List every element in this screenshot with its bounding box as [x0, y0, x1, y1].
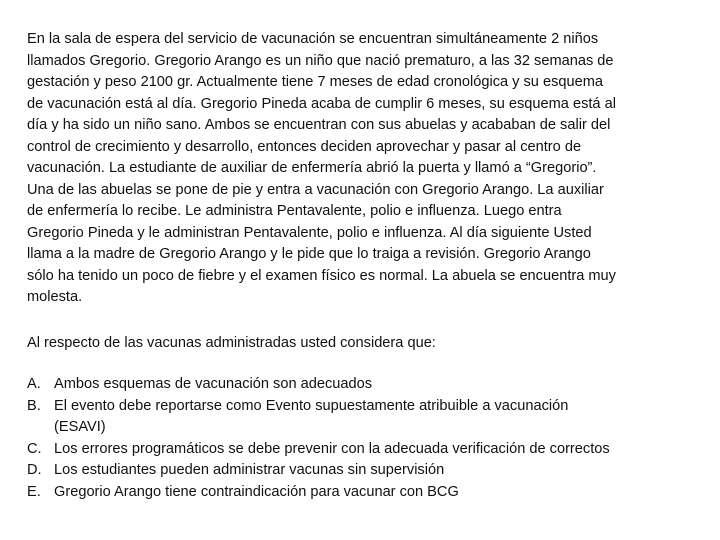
- option-letter: D.: [27, 462, 42, 478]
- option-a: [27, 374, 695, 396]
- option-e: [27, 482, 695, 504]
- option-text-continuation: (ESAVI): [54, 419, 106, 435]
- case-line: día y ha sido un niño sano. Ambos se encuentran con sus abuelas y acababan de salir del: [27, 117, 611, 133]
- option-text: Gregorio Arango tiene contraindicación para vacunar con BCG: [54, 483, 459, 500]
- option-letter: E.: [27, 483, 41, 500]
- option-text: El evento debe reportarse como Evento supuestamente atribuible a vacunación: [54, 397, 569, 414]
- option-letter: A.: [27, 376, 41, 392]
- option-text: Los errores programáticos se debe prevenir con la adecuada verificación de correctos: [54, 440, 610, 457]
- case-line: sólo ha tenido un poco de fiebre y el examen físico es normal. La abuela se encuentra muy: [27, 267, 616, 284]
- case-line: de enfermería lo recibe. Le administra Pentavalente, polio e influenza. Luego entra: [27, 203, 562, 219]
- case-line: molesta.: [27, 289, 83, 305]
- question-prompt: Al respecto de las vacunas administradas usted considera que:: [27, 335, 436, 351]
- case-line: En la sala de espera del servicio de vacunación se encuentran simultáneamente 2 niños: [27, 31, 599, 47]
- option-letter: B.: [27, 397, 41, 414]
- option-c: [27, 439, 695, 461]
- answer-options: [27, 374, 695, 503]
- option-text: Los estudiantes pueden administrar vacunas sin supervisión: [54, 462, 445, 478]
- case-line: control de crecimiento y desarrollo, entonces deciden aprovechar y pasar al centro de: [27, 138, 582, 155]
- case-line: vacunación. La estudiante de auxiliar de enfermería abrió la puerta y llamó a “Gregorio”.: [27, 160, 597, 176]
- case-paragraph: [27, 29, 695, 309]
- case-line: Gregorio Pineda y le administran Pentavalente, polio e influenza. Al día siguiente Usted: [27, 224, 592, 241]
- case-line: llama a la madre de Gregorio Arango y le pide que lo traiga a revisión. Gregorio Arango: [27, 246, 591, 262]
- case-line: gestación y peso 2100 gr. Actualmente tiene 7 meses de edad cronológica y su esquema: [27, 74, 604, 90]
- case-line: llamados Gregorio. Gregorio Arango es un niño que nació prematuro, a las 32 semanas de: [27, 52, 614, 69]
- case-line: de vacunación está al día. Gregorio Pineda acaba de cumplir 6 meses, su esquema está al: [27, 95, 616, 112]
- option-text: Ambos esquemas de vacunación son adecuados: [54, 376, 373, 392]
- case-line: Una de las abuelas se pone de pie y entra a vacunación con Gregorio Arango. La auxiliar: [27, 181, 604, 198]
- option-d: [27, 460, 695, 482]
- option-letter: C.: [27, 440, 42, 457]
- option-b: [27, 396, 695, 439]
